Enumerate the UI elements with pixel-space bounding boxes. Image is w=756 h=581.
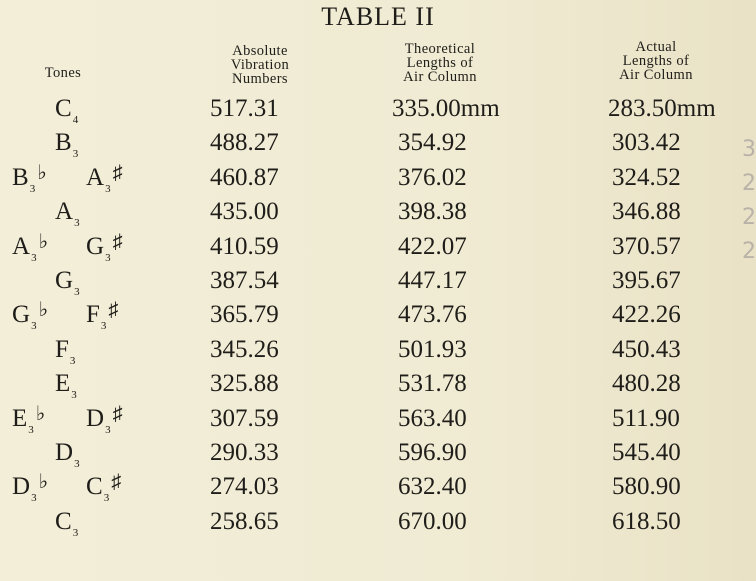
- octave-subscript: 3: [74, 286, 80, 298]
- actual-length: 480.28: [612, 370, 681, 398]
- sharp-sign: ♯: [112, 402, 123, 425]
- theoretical-length: 670.00: [398, 507, 467, 535]
- octave-subscript: 3: [74, 458, 80, 470]
- tone-name: [55, 335, 76, 367]
- octave-subscript: 3: [71, 389, 77, 402]
- table-row: [0, 508, 756, 542]
- header-line: Numbers: [232, 71, 288, 87]
- theoretical-length: 531.78: [398, 370, 467, 398]
- theoretical-length: 398.38: [398, 198, 467, 226]
- sharp-sign: ♯: [108, 299, 119, 322]
- header-line: Air Column: [619, 67, 693, 83]
- table-row: [0, 267, 756, 301]
- vibration-number: 435.00: [210, 198, 279, 226]
- tone-name: [55, 198, 80, 230]
- tone-name: [55, 507, 79, 539]
- tone-name: [86, 471, 122, 505]
- header-line: Vibration: [230, 57, 290, 73]
- octave-subscript: 3: [105, 182, 111, 195]
- tone-name: [86, 161, 123, 195]
- octave-subscript: 3: [103, 492, 110, 505]
- flat-sign: ♭: [38, 299, 48, 322]
- tone-letter: E: [12, 404, 28, 432]
- actual-length: 580.90: [612, 473, 681, 501]
- flat-sign: ♭: [38, 230, 48, 253]
- actual-length: 346.88: [612, 198, 681, 226]
- octave-subscript: 3: [105, 423, 111, 436]
- tone-letter: F: [86, 301, 100, 329]
- octave-subscript: 3: [72, 526, 79, 539]
- vibration-number: 410.59: [210, 232, 279, 260]
- tone-letter: C: [86, 473, 103, 501]
- tone-name: [86, 230, 123, 264]
- table-row: [0, 161, 756, 198]
- flat-sign: ♭: [35, 402, 46, 425]
- header-line: Theoretical: [404, 41, 476, 57]
- tone-name: [55, 439, 80, 470]
- theoretical-length: 596.90: [398, 439, 467, 466]
- theoretical-length: 422.07: [398, 232, 467, 260]
- actual-length: 370.57: [612, 232, 681, 260]
- tone-letter: G: [86, 232, 105, 260]
- header-line: Actual: [635, 39, 677, 55]
- table-row: [0, 402, 756, 439]
- octave-subscript: 3: [100, 320, 107, 333]
- octave-subscript: 4: [72, 114, 79, 126]
- tone-name: [12, 471, 48, 505]
- table-row: [0, 95, 756, 129]
- tone-name: [55, 95, 79, 126]
- table-title: TABLE II: [321, 2, 435, 31]
- pencil-mark: 3: [742, 137, 756, 162]
- sharp-sign: ♯: [112, 161, 123, 184]
- actual-length: 511.90: [612, 404, 680, 432]
- header-actual: [591, 40, 721, 82]
- tone-letter: A: [86, 163, 105, 191]
- actual-length: 618.50: [612, 507, 681, 535]
- actual-length: 303.42: [612, 129, 681, 157]
- tone-letter: C: [55, 507, 72, 535]
- theoretical-length: 501.93: [398, 335, 467, 363]
- tone-letter: D: [86, 404, 105, 432]
- table-row: [0, 129, 756, 163]
- vibration-number: 325.88: [210, 370, 279, 398]
- tone-name: [12, 230, 48, 264]
- theoretical-length: 335.00mm: [392, 95, 500, 122]
- pencil-mark: 2: [742, 205, 756, 230]
- tone-name: [12, 402, 46, 436]
- octave-subscript: 3: [29, 182, 36, 195]
- pencil-mark: 2: [742, 171, 756, 196]
- theoretical-length: 447.17: [398, 267, 467, 294]
- vibration-number: 387.54: [210, 267, 279, 294]
- tone-name: [55, 129, 79, 161]
- tone-name: [86, 402, 123, 436]
- octave-subscript: 3: [31, 320, 37, 333]
- actual-length: 422.26: [612, 301, 681, 329]
- vibration-number: 345.26: [210, 335, 279, 363]
- tone-name: [86, 299, 119, 333]
- table-row: [0, 473, 756, 507]
- table-row: [0, 198, 756, 232]
- theoretical-length: 376.02: [398, 163, 467, 191]
- tone-letter: G: [12, 301, 31, 329]
- header-line: Lengths of: [406, 55, 474, 71]
- header-theoretical: [375, 42, 505, 84]
- pencil-mark: 2: [742, 239, 756, 264]
- flat-sign: ♭: [37, 161, 47, 184]
- actual-length: 283.50mm: [608, 95, 716, 122]
- tone-letter: B: [12, 163, 29, 191]
- header-line: Air Column: [403, 69, 477, 85]
- octave-subscript: 3: [69, 354, 76, 367]
- actual-length: 545.40: [612, 439, 681, 466]
- header-tones: Tones: [44, 65, 82, 81]
- vibration-number: 307.59: [210, 404, 279, 432]
- tone-letter: C: [55, 95, 72, 122]
- actual-length: 395.67: [612, 267, 681, 294]
- table-row: [0, 370, 756, 404]
- theoretical-length: 354.92: [398, 129, 467, 157]
- tone-letter: E: [55, 370, 71, 398]
- theoretical-length: 563.40: [398, 404, 467, 432]
- vibration-number: 488.27: [210, 129, 279, 157]
- octave-subscript: 3: [28, 423, 34, 436]
- tone-letter: D: [55, 439, 74, 466]
- tone-name: [55, 267, 80, 298]
- tone-letter: F: [55, 335, 69, 363]
- actual-length: 324.52: [612, 163, 681, 191]
- tone-letter: D: [12, 473, 31, 501]
- vibration-number: 365.79: [210, 301, 279, 329]
- table-row: [0, 301, 756, 335]
- octave-subscript: 3: [72, 148, 79, 161]
- tone-letter: A: [55, 198, 74, 226]
- header-absolute: [195, 44, 325, 86]
- table-row: [0, 439, 756, 473]
- tone-letter: B: [55, 129, 72, 157]
- vibration-number: 517.31: [210, 95, 279, 122]
- tone-letter: A: [12, 232, 31, 260]
- vibration-number: 290.33: [210, 439, 279, 466]
- tone-letter: G: [55, 267, 74, 294]
- octave-subscript: 3: [74, 217, 80, 230]
- actual-length: 450.43: [612, 335, 681, 363]
- header-line: Lengths of: [622, 53, 690, 69]
- theoretical-length: 473.76: [398, 301, 467, 329]
- vibration-number: 258.65: [210, 507, 279, 535]
- flat-sign: ♭: [38, 471, 48, 494]
- octave-subscript: 3: [31, 251, 37, 264]
- vibration-number: 274.03: [210, 473, 279, 501]
- header-line: Absolute: [232, 43, 288, 59]
- table-row: [0, 336, 756, 370]
- octave-subscript: 3: [31, 492, 37, 505]
- octave-subscript: 3: [105, 251, 111, 264]
- theoretical-length: 632.40: [398, 473, 467, 501]
- table-row: [0, 230, 756, 267]
- sharp-sign: ♯: [111, 471, 122, 494]
- vibration-number: 460.87: [210, 163, 279, 191]
- tone-name: [12, 161, 47, 195]
- tone-name: [12, 299, 48, 333]
- sharp-sign: ♯: [112, 230, 123, 253]
- tone-name: [55, 370, 77, 402]
